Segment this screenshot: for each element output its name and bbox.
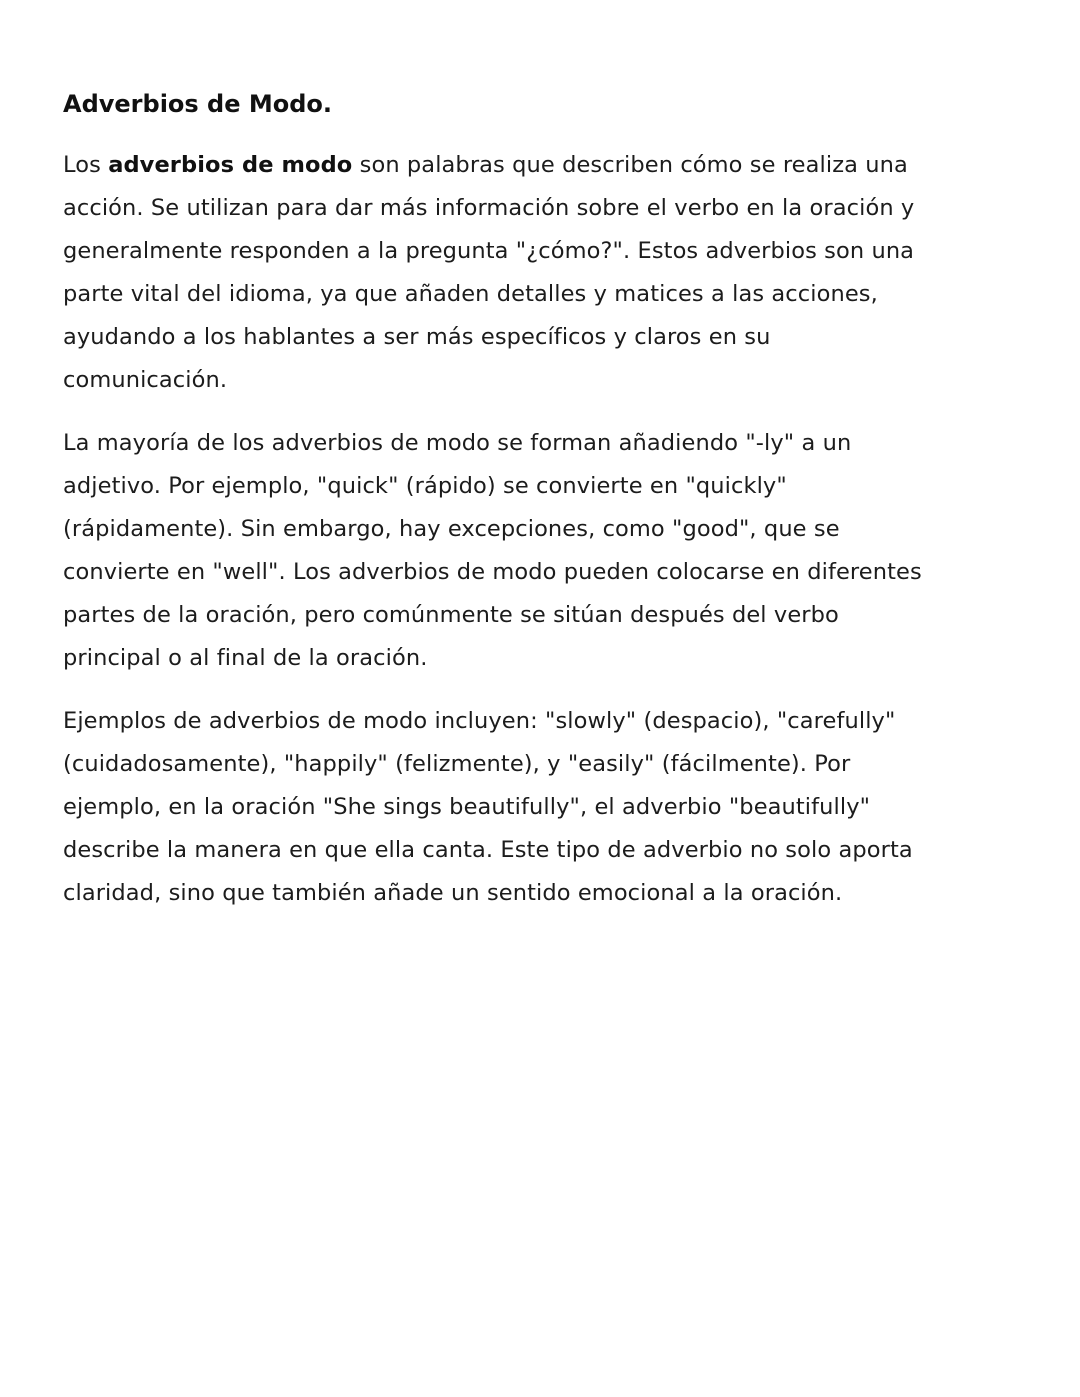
paragraph-examples: Ejemplos de adverbios de modo incluyen: "slowly" (despacio), "carefully" (cuidadosamente), "happily" (felizmente), y "easily" (fácilmente). Por ejemplo, en la oración "She sings beautifully", el adverbio "beautifully" describe la manera en que ella canta. Este tipo de adverbio no solo aporta claridad, sino que también añade un sentido emocional a la oración. — [63, 708, 913, 906]
paragraph-intro-bold-term: adverbios de modo — [108, 152, 353, 178]
paragraph-intro — [63, 144, 935, 402]
paragraph-intro-prefix: Los — [63, 152, 109, 178]
paragraph-formation: La mayoría de los adverbios de modo se forman añadiendo "-ly" a un adjetivo. Por ejemplo, "quick" (rápido) se convierte en "quickly" (rápidamente). Sin embargo, hay excepciones, como "good", que se convierte en "well". Los adverbios de modo pueden colocarse en diferentes partes de la oración, pero comúnmente se sitúan después del verbo principal o al final de la oración. — [63, 430, 922, 671]
page-title: Adverbios de Modo. — [63, 90, 333, 118]
paragraph-intro-rest: son palabras que describen cómo se realiza una acción. Se utilizan para dar más información sobre el verbo en la oración y generalmente responden a la pregunta "¿cómo?". Estos adverbios son una parte vital del idioma, ya que añaden detalles y matices a las acciones, ayudando a los hablantes a ser más específicos y claros en su comunicación. — [63, 152, 915, 393]
